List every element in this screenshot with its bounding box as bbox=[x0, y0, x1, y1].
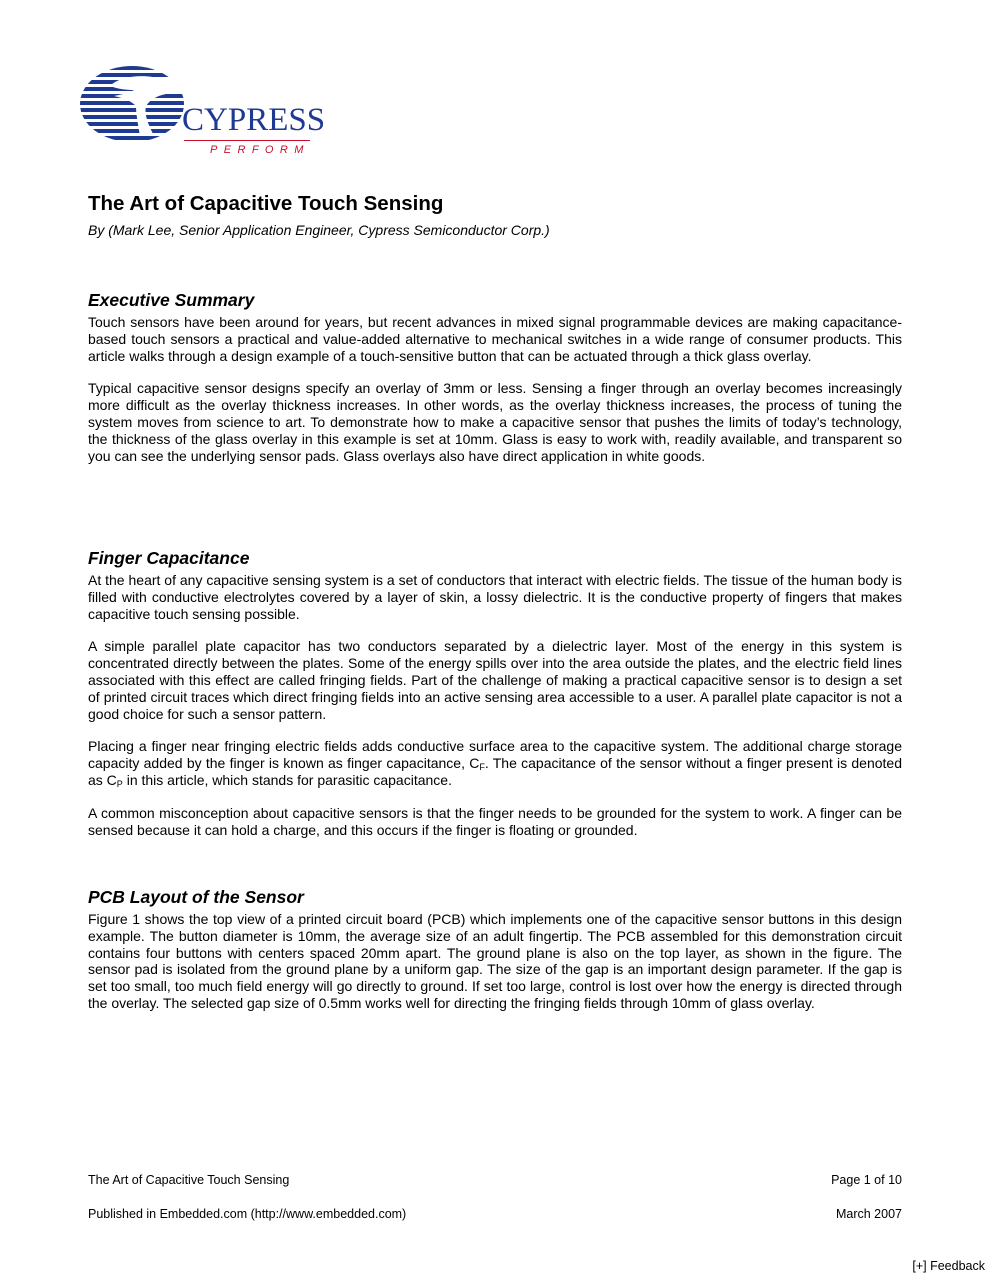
author-byline: By (Mark Lee, Senior Application Engineer, Cypress Semiconductor Corp.) bbox=[88, 222, 550, 238]
text-run: Placing a finger near fringing electric fields adds conductive surface area to the capacitive system. The additional charge storage capacity added by the finger is known as finger capacitance, C bbox=[88, 738, 902, 772]
paragraph: Touch sensors have been around for years, but recent advances in mixed signal programmable devices are making capacitance-based touch sensors a practical and value-added alternative to mechanical switches in a wide range of consumer products. This article walks through a design example of a touch-sensitive button that can be actuated through a thick glass overlay. bbox=[88, 314, 902, 364]
section-pcb-layout bbox=[88, 886, 902, 1012]
footer-doc-title: The Art of Capacitive Touch Sensing bbox=[88, 1173, 290, 1187]
subscript-f: F bbox=[479, 762, 485, 773]
subscript-p: P bbox=[116, 778, 123, 789]
footer-published: Published in Embedded.com (http://www.embedded.com) bbox=[88, 1207, 407, 1221]
brand-tagline: PERFORM bbox=[210, 144, 310, 156]
text-run: in this article, which stands for parasitic capacitance. bbox=[122, 771, 452, 788]
footer-page-number: Page 1 of 10 bbox=[831, 1173, 902, 1187]
document-title: The Art of Capacitive Touch Sensing bbox=[88, 192, 444, 215]
paragraph: A common misconception about capacitive sensors is that the finger needs to be grounded for the system to work. A finger can be sensed because it can hold a charge, and this occurs if the finger is floating or grounded. bbox=[88, 804, 902, 838]
paragraph: At the heart of any capacitive sensing system is a set of conductors that interact with electric fields. The tissue of the human body is filled with conductive electrolytes covered by a layer of skin, a lossy dielectric. It is the conductive property of fingers that makes capacitive touch sensing possible. bbox=[88, 572, 902, 622]
cypress-logo bbox=[80, 64, 326, 160]
section-heading: PCB Layout of the Sensor bbox=[88, 887, 304, 907]
paragraph: Typical capacitive sensor designs specify an overlay of 3mm or less. Sensing a finger through an overlay becomes increasingly more difficult as the overlay thickness increases. In other words, as the overlay thickness increases, the process of tuning the system moves from science to art. To demonstrate how to make a capacitive sensor that pushes the limits of today’s technology, the thickness of the glass overlay in this example is set at 10mm. Glass is easy to work with, readily available, and transparent so you can see the underlying sensor pads. Glass overlays also have direct application in white goods. bbox=[88, 380, 902, 464]
paragraph-finger-capacitance bbox=[88, 738, 902, 788]
footer-date: March 2007 bbox=[835, 1207, 902, 1221]
text-run: . The capacitance of the sensor without a finger present is denoted as C bbox=[88, 755, 903, 788]
brand-wordmark: CYPRESS bbox=[182, 102, 326, 138]
paragraph: A simple parallel plate capacitor has two conductors separated by a dielectric layer. Most of the energy in this system is concentrated directly between the plates. Some of the energy spills over into the area outside the plates, and the electric field lines associated with this effect are called fringing fields. Part of the challenge of making a practical capacitive sensor is to design a set of printed circuit traces which direct fringing fields into an active sensing area accessible to a user. A parallel plate capacitor is not a good choice for such a sensor pattern. bbox=[88, 638, 902, 722]
section-heading: Executive Summary bbox=[88, 290, 255, 310]
section-heading: Finger Capacitance bbox=[88, 548, 250, 568]
feedback-link[interactable]: [+] Feedback bbox=[912, 1259, 985, 1273]
logo-divider bbox=[184, 140, 310, 141]
section-finger-capacitance bbox=[88, 547, 902, 838]
section-executive-summary bbox=[88, 289, 902, 464]
paragraph: Figure 1 shows the top view of a printed circuit board (PCB) which implements one of the capacitive sensor buttons in this design example. The button diameter is 10mm, the average size of an adult fingertip. The PCB assembled for this demonstration circuit contains four buttons with centers spaced 20mm apart. The ground plane is also on the top layer, as shown in the figure. The sensor pad is isolated from the ground plane by a uniform gap. The size of the gap is an important design parameter. If the gap is set too small, too much field energy will go directly to ground. If set too large, control is lost over how the energy is directed through the overlay. The selected gap size of 0.5mm works well for directing the fringing fields through 10mm of glass overlay. bbox=[88, 911, 902, 1011]
